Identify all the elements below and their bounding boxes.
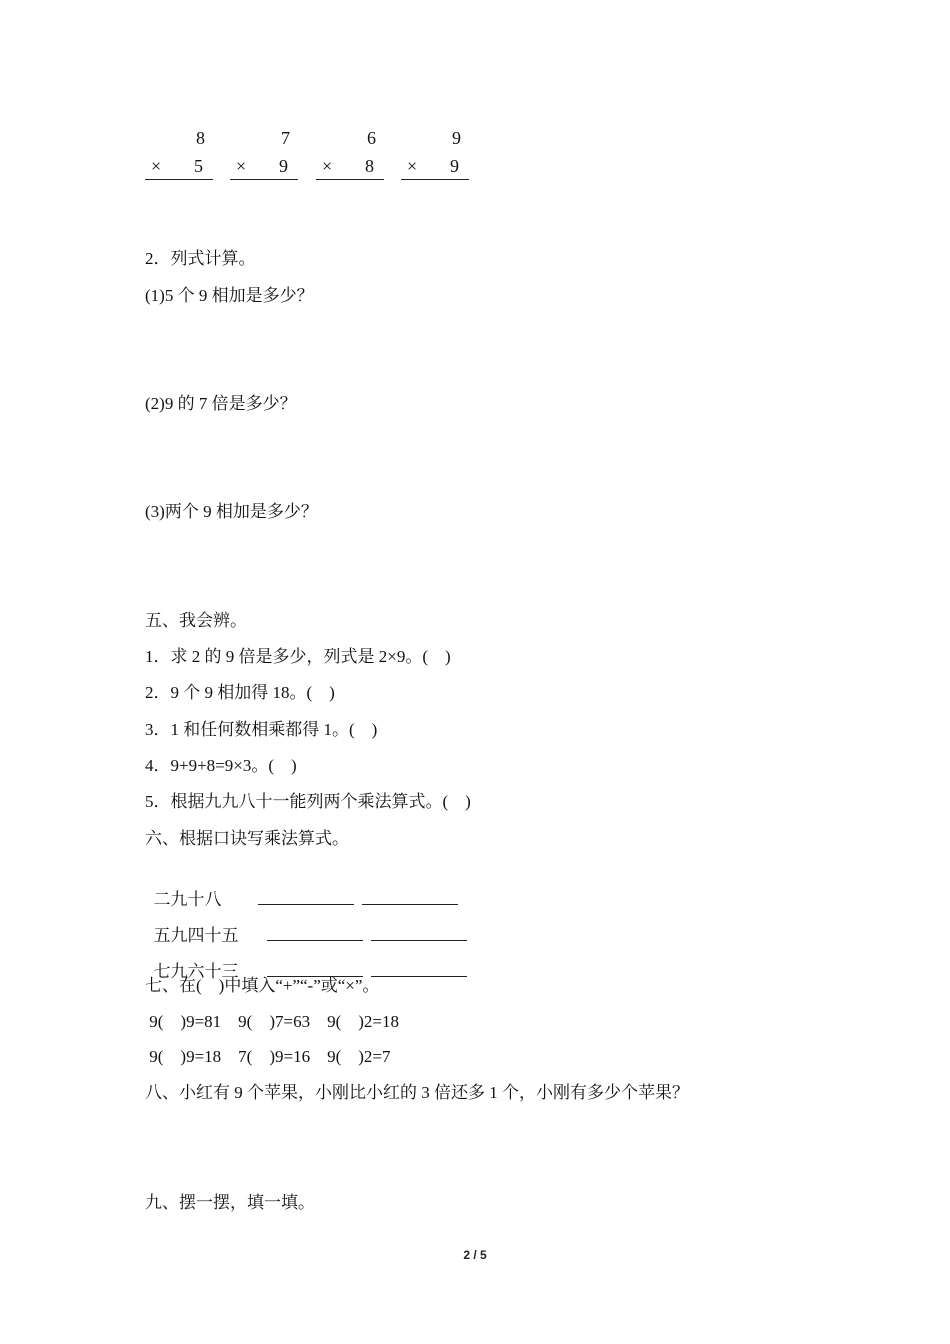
multiplier: 9	[279, 156, 288, 176]
answer-line	[145, 179, 213, 180]
page-number: 2 / 5	[463, 1248, 487, 1262]
multiplier: 9	[450, 156, 459, 176]
section8-heading: 八、小红有 9 个苹果，小刚比小红的 3 倍还多 1 个，小刚有多少个苹果？	[145, 1083, 689, 1102]
judge-item-4: 4．9+9+8=9×3。( )	[145, 756, 297, 775]
rhyme-text: 二九十八	[153, 890, 222, 909]
judge-item-1: 1．求 2 的 9 倍是多少，列式是 2×9。( )	[145, 647, 451, 666]
multiplier: 8	[365, 156, 374, 176]
section2-question-1: (1)5 个 9 相加是多少？	[145, 286, 314, 305]
section2-heading: 2．列式计算。	[145, 249, 256, 268]
answer-line	[230, 179, 298, 180]
times-sign: ×	[322, 156, 333, 176]
multiplicand: 9	[452, 128, 461, 148]
rhyme-text: 五九四十五	[153, 926, 239, 945]
answer-line	[316, 179, 384, 180]
judge-item-5: 5．根据九九八十一能列两个乘法算式。( )	[145, 792, 471, 811]
judge-item-2: 2．9 个 9 相加得 18。( )	[145, 683, 335, 702]
multiplicand: 8	[196, 128, 205, 148]
times-sign: ×	[151, 156, 162, 176]
answer-blank[interactable]	[371, 960, 467, 977]
multiplicand: 7	[281, 128, 290, 148]
answer-line	[401, 179, 469, 180]
judge-item-3: 3．1 和任何数相乘都得 1。( )	[145, 720, 378, 739]
rhyme-text: 七九六十三	[153, 962, 239, 981]
multiplier: 5	[194, 156, 203, 176]
times-sign: ×	[407, 156, 418, 176]
section2-question-3: (3)两个 9 相加是多少？	[145, 502, 318, 521]
section2-question-2: (2)9 的 7 倍是多少？	[145, 394, 297, 413]
fill-operator-row-1: 9( )9=81 9( )7=63 9( )2=18	[145, 1012, 399, 1031]
section6-heading: 六、根据口诀写乘法算式。	[145, 829, 349, 848]
fill-operator-row-2: 9( )9=18 7( )9=16 9( )2=7	[145, 1047, 391, 1066]
times-sign: ×	[236, 156, 247, 176]
section9-heading: 九、摆一摆，填一填。	[145, 1193, 315, 1212]
multiplicand: 6	[367, 128, 376, 148]
section7-heading: 七、在( )中填入“+”“-”或“×”。	[145, 976, 380, 995]
section5-heading: 五、我会辨。	[145, 611, 247, 630]
